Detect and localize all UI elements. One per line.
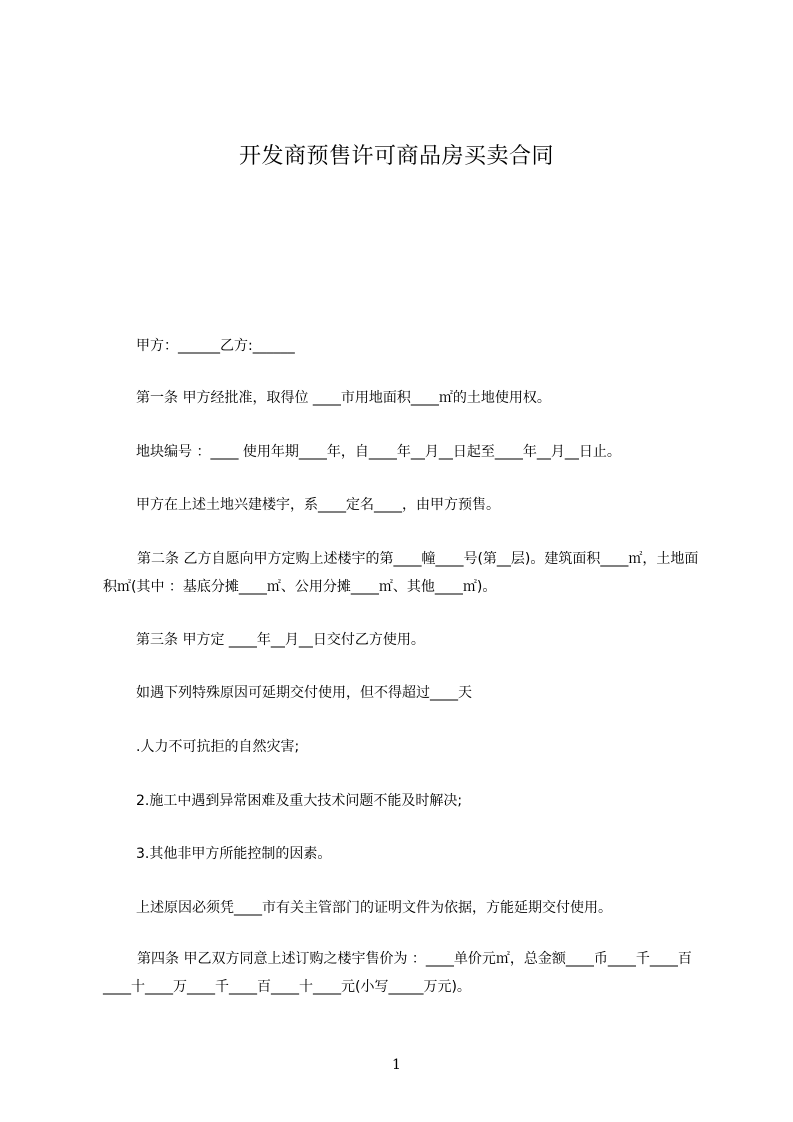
- article-2-paragraph: 第二条 乙方自愿向甲方定购上述楼宇的第____幢____号(第__层)。建筑面积____㎡，土地面积㎡(其中 ：基底分摊____㎡、公用分摊____㎡、其他____㎡)。: [103, 551, 699, 595]
- article-3-paragraph: 第三条 甲方定 ____年__月__日交付乙方使用。: [136, 632, 425, 648]
- party-line: 甲方：______乙方:______: [136, 338, 295, 354]
- article-4-paragraph: 第四条 甲乙双方同意上述订购之楼宇售价为 ：____单价元㎡，总金额____币____千____百____十____万____千____百____十____元(小写_____万元)。: [103, 951, 692, 995]
- article-1-paragraph: 第一条 甲方经批准，取得位 ____市用地面积____㎡的土地使用权。: [136, 390, 551, 406]
- page-number: 1: [392, 1057, 401, 1073]
- delay-conditions-paragraph: 如遇下列特殊原因可延期交付使用，但不得超过____天: [136, 685, 472, 701]
- evidence-paragraph: 上述原因必须凭____市有关主管部门的证明文件为依据，方能延期交付使用。: [136, 900, 612, 916]
- document-title: 开发商预售许可商品房买卖合同: [238, 144, 554, 169]
- delay-reason-3: 3.其他非甲方所能控制的因素。: [136, 846, 332, 862]
- delay-reason-1: .人力不可抗拒的自然灾害;: [136, 739, 300, 755]
- building-paragraph: 甲方在上述土地兴建楼宇，系____定名____，由甲方预售。: [136, 497, 500, 513]
- delay-reason-2: 2.施工中遇到异常困难及重大技术问题不能及时解决;: [136, 793, 463, 809]
- plot-number-paragraph: 地块编号 ：____ 使用年期____年，自____年__月__日起至____年__月__日止。: [136, 444, 621, 460]
